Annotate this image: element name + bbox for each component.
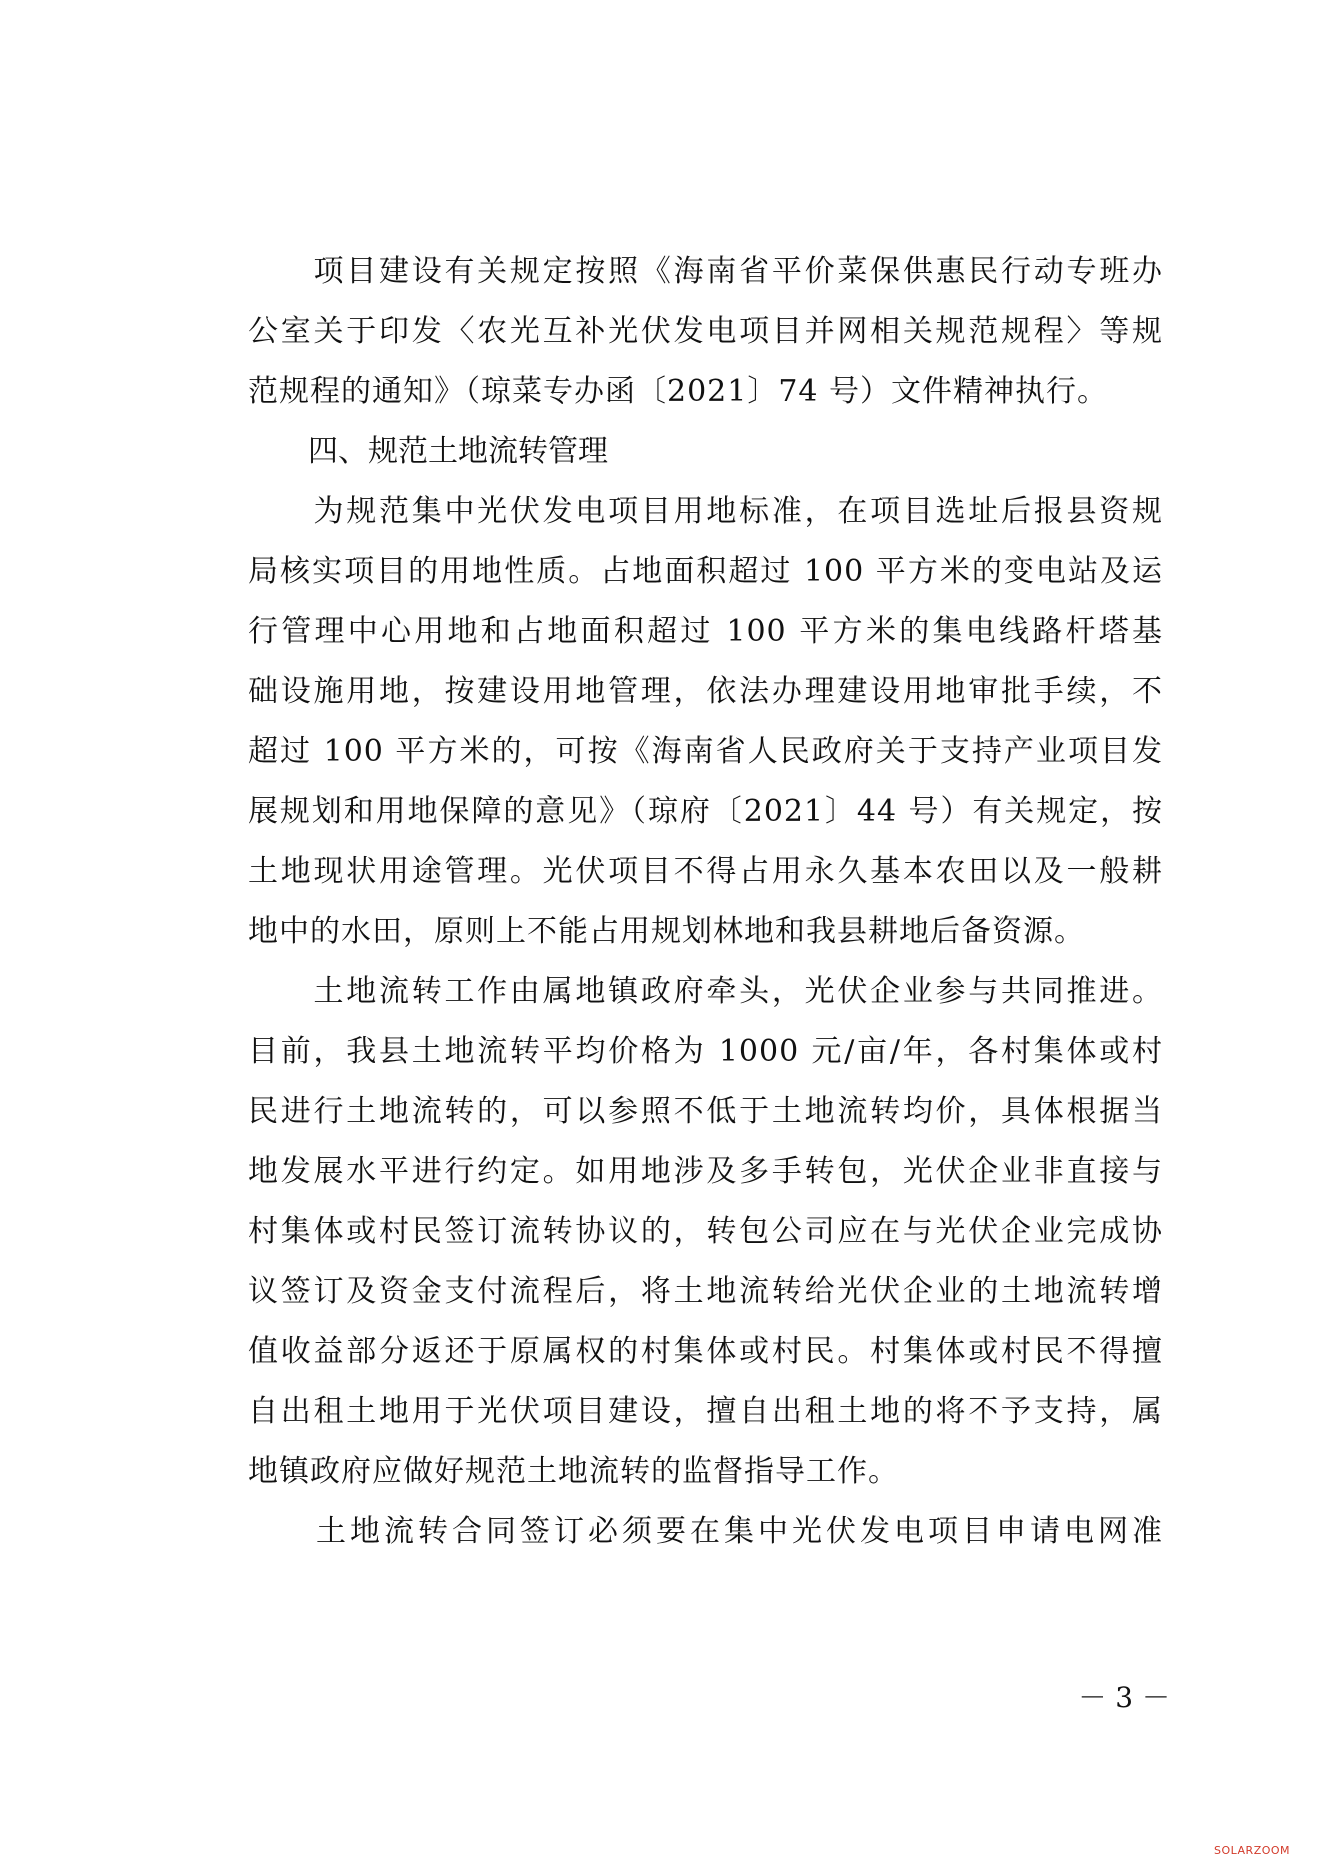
text-line: 民进行土地流转的，可以参照不低于土地流转均价，具体根据当: [248, 1094, 1163, 1129]
text-line: 础设施用地，按建设用地管理，依法办理建设用地审批手续，不: [248, 674, 1163, 709]
text-line: 土地流转工作由属地镇政府牵头，光伏企业参与共同推进。: [248, 974, 1163, 1009]
text-line: 范规程的通知》（琼菜专办函〔2021〕74 号）文件精神执行。: [248, 374, 1109, 409]
text-line: 议签订及资金支付流程后，将土地流转给光伏企业的土地流转增: [248, 1274, 1163, 1309]
document-body: [248, 242, 1163, 1562]
text-line: 超过 100 平方米的，可按《海南省人民政府关于支持产业项目发: [248, 734, 1163, 769]
text-line: 目前，我县土地流转平均价格为 1000 元/亩/年，各村集体或村: [248, 1034, 1163, 1069]
text-line: 地发展水平进行约定。如用地涉及多手转包，光伏企业非直接与: [248, 1154, 1163, 1189]
text-line: 土地现状用途管理。光伏项目不得占用永久基本农田以及一般耕: [248, 854, 1163, 889]
text-line: 为规范集中光伏发电项目用地标准，在项目选址后报县资规: [248, 494, 1163, 529]
text-line: 地镇政府应做好规范土地流转的监督指导工作。: [248, 1454, 899, 1489]
text-line: 项目建设有关规定按照《海南省平价菜保供惠民行动专班办: [248, 254, 1163, 289]
text-line: 村集体或村民签订流转协议的，转包公司应在与光伏企业完成协: [248, 1214, 1163, 1249]
text-line: 公室关于印发〈农光互补光伏发电项目并网相关规范规程〉等规: [248, 314, 1163, 349]
text-line: 自出租土地用于光伏项目建设，擅自出租土地的将不予支持，属: [248, 1394, 1163, 1429]
text-line: 展规划和用地保障的意见》（琼府〔2021〕44 号）有关规定，按: [248, 794, 1163, 829]
section-heading: 四、规范土地流转管理: [248, 434, 608, 469]
text-line: 行管理中心用地和占地面积超过 100 平方米的集电线路杆塔基: [248, 614, 1163, 649]
text-line: 地中的水田，原则上不能占用规划林地和我县耕地后备资源。: [248, 914, 1085, 949]
text-line: 土地流转合同签订必须要在集中光伏发电项目申请电网准: [248, 1514, 1163, 1549]
page-number: － 3 －: [1078, 1681, 1170, 1714]
watermark-logo: SOLARZOOM: [1214, 1844, 1291, 1857]
text-line: 局核实项目的用地性质。占地面积超过 100 平方米的变电站及运: [248, 554, 1163, 589]
text-line: 值收益部分返还于原属权的村集体或村民。村集体或村民不得擅: [248, 1334, 1163, 1369]
